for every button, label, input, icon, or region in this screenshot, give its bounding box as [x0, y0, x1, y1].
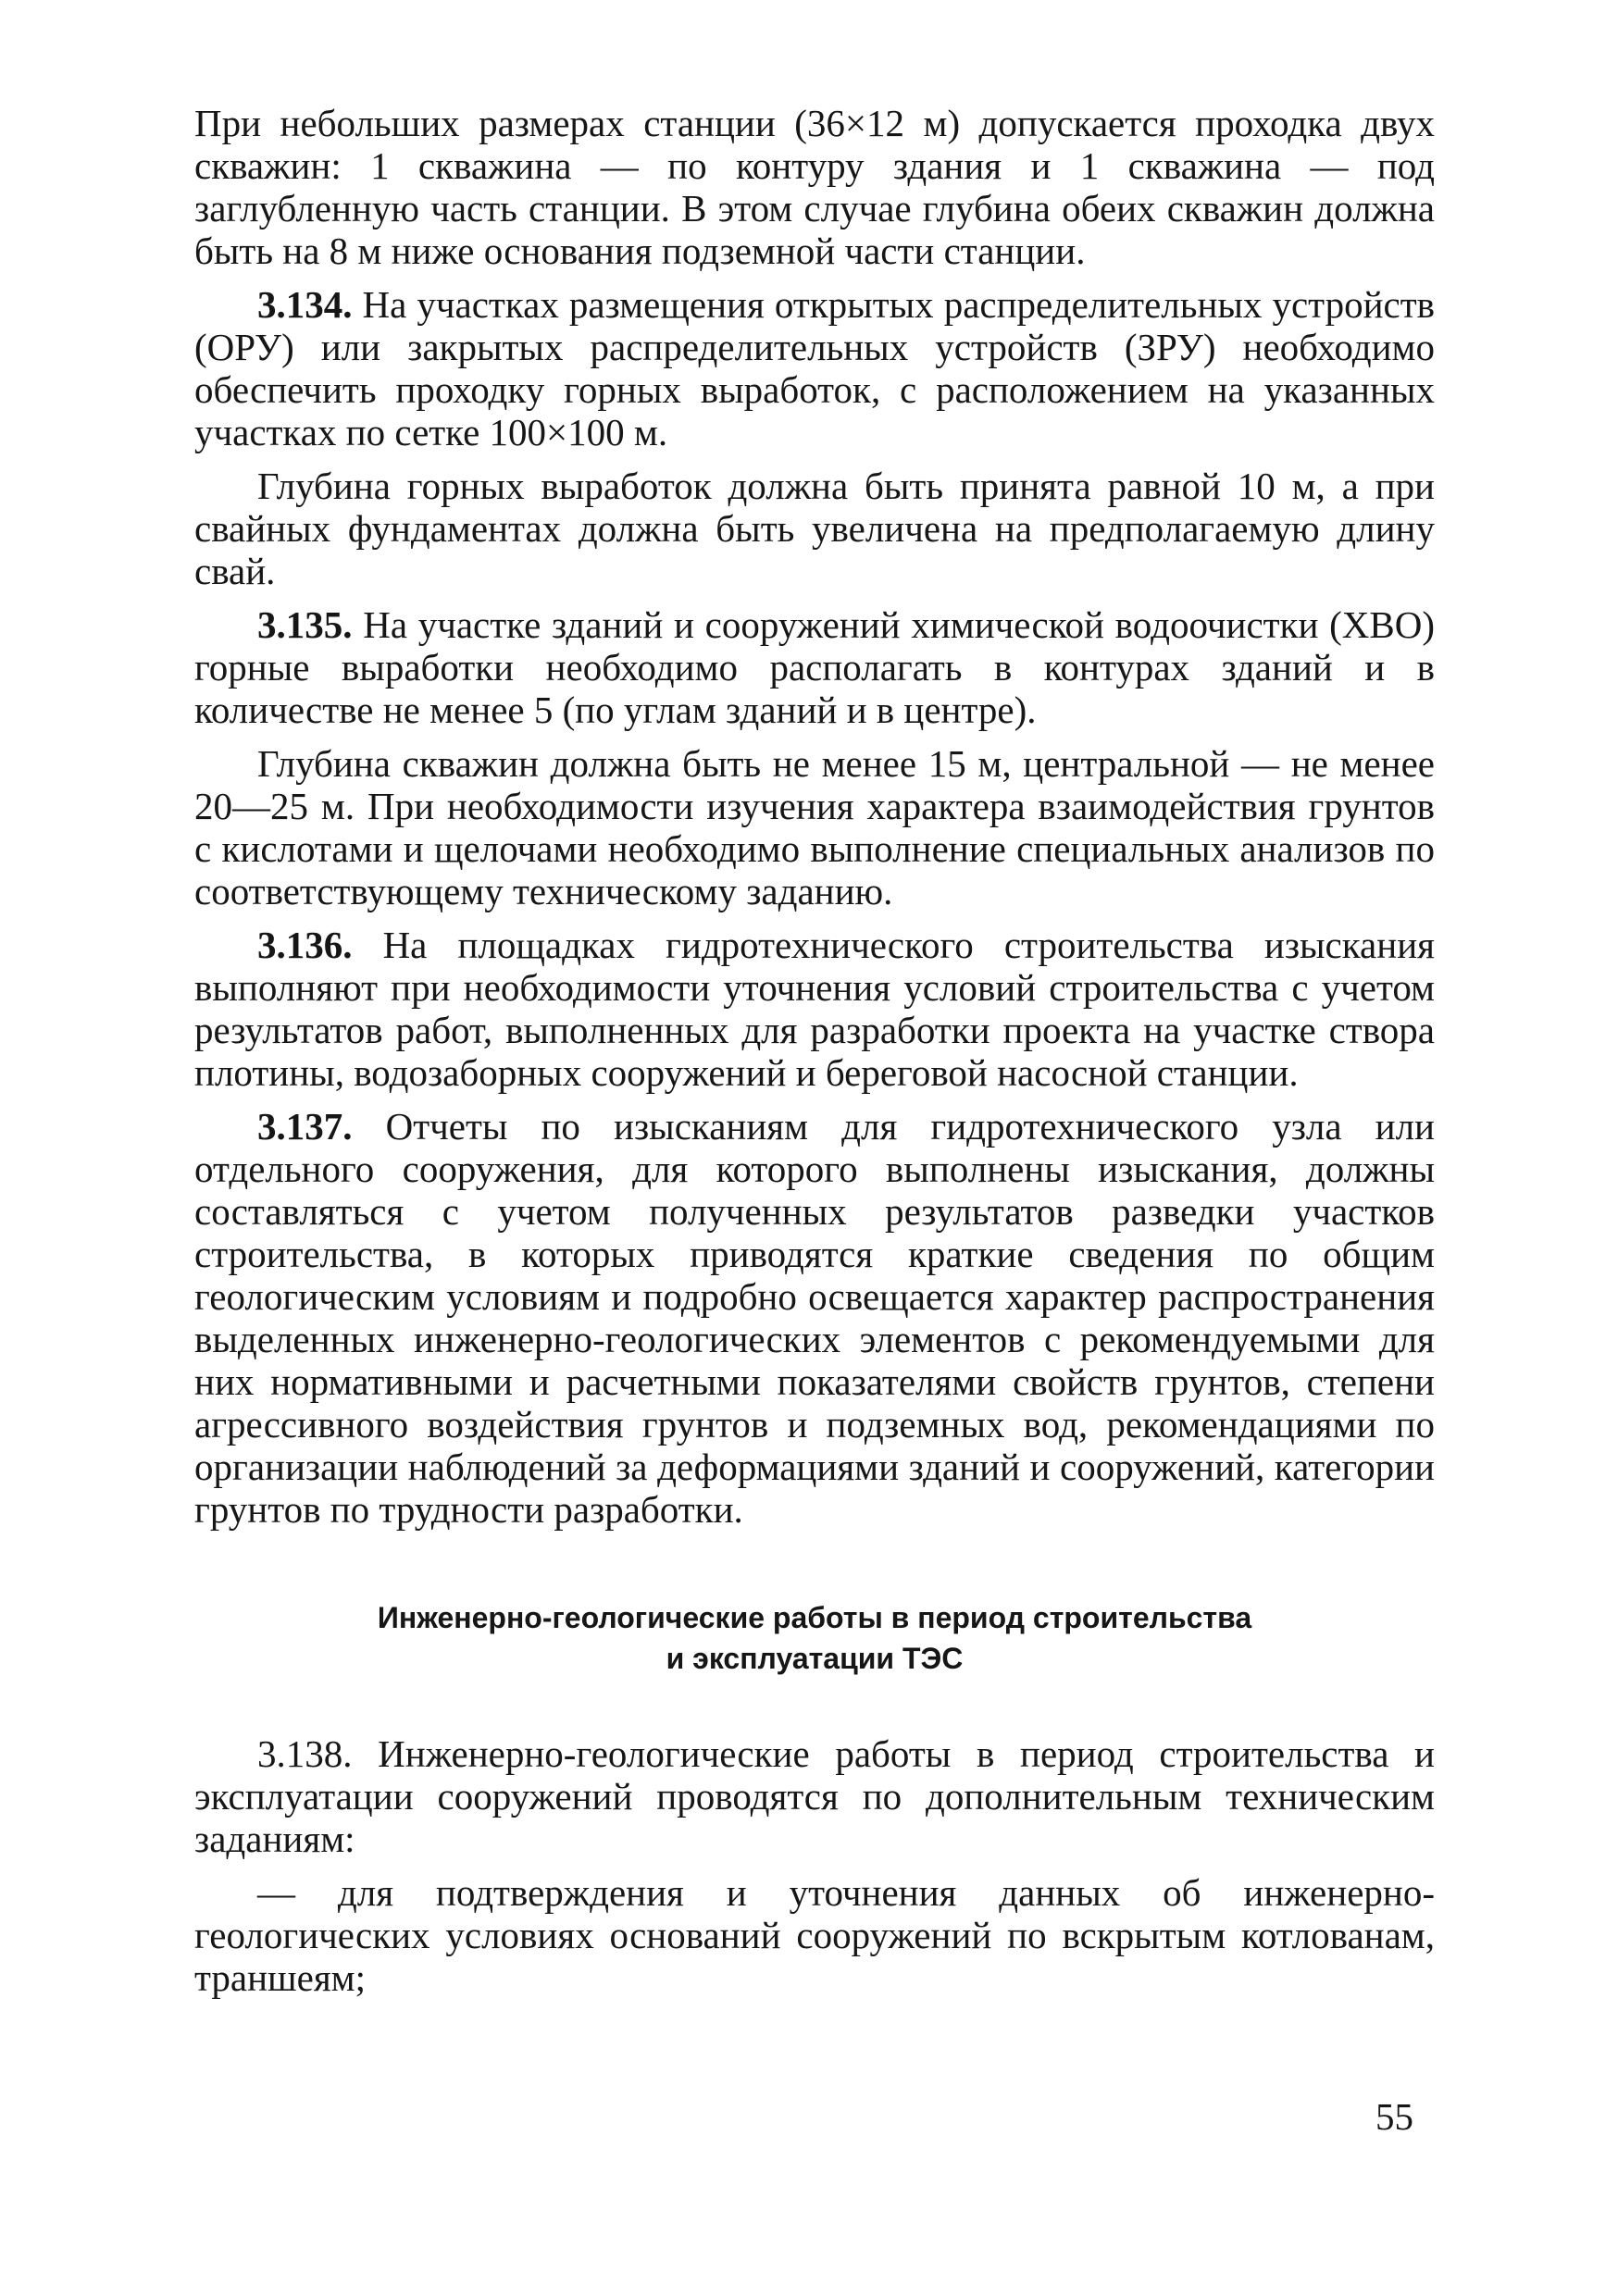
section-number: 3.138.	[257, 1732, 353, 1775]
section-heading-line-2: и эксплуатации ТЭС	[666, 1642, 964, 1675]
section-heading	[194, 1597, 1435, 1679]
section-text: Инженерно-геологические работы в период строительства и эксплуатации сооружений проводятся по дополнительным техническим заданиям:	[194, 1732, 1435, 1860]
section-number: 3.135.	[257, 603, 353, 646]
list-item: — для подтверждения и уточнения данных об инженерно-геологических условиях оснований сооружений по вскрытым котлованам, траншеям;	[194, 1871, 1435, 1999]
section-3-135	[194, 603, 1435, 731]
section-3-135-depth: Глубина скважин должна быть не менее 15 м, центральной — не менее 20—25 м. При необходимости изучения характера взаимодействия грунтов с кислотами и щелочами необходимо выполнение специальных анализов по соответствующему техническому заданию.	[194, 742, 1435, 912]
section-heading-line-1: Инженерно-геологические работы в период строительства	[377, 1601, 1252, 1634]
section-3-136	[194, 924, 1435, 1094]
intro-paragraph: При небольших размерах станции (36×12 м) допускается проходка двух скважин: 1 скважина — по контуру здания и 1 скважина — под заглубленную часть станции. В этом случае глубина обеих скважин должна быть на 8 м ниже основания подземной части станции.	[194, 102, 1435, 272]
section-number: 3.136.	[257, 924, 353, 966]
section-text: На участке зданий и сооружений химической водоочистки (ХВО) горные выработки необходимо располагать в контурах зданий и в количестве не менее 5 (по углам зданий и в центре).	[194, 603, 1435, 731]
section-3-134-depth: Глубина горных выработок должна быть принята равной 10 м, а при свайных фундаментах должна быть увеличена на предполагаемую длину свай.	[194, 465, 1435, 592]
section-number: 3.137.	[257, 1105, 353, 1148]
section-3-134	[194, 283, 1435, 453]
document-page	[194, 102, 1435, 1999]
section-number: 3.134.	[257, 283, 353, 326]
page-number: 55	[1375, 2095, 1413, 2138]
section-text: На участках размещения открытых распределительных устройств (ОРУ) или закрытых распределительных устройств (ЗРУ) необходимо обеспечить проходку горных выработок, с расположением на указанных участках по сетке 100×100 м.	[194, 283, 1435, 453]
section-text: Отчеты по изысканиям для гидротехнического узла или отдельного сооружения, для которого выполнены изыскания, должны составляться с учетом полученных результатов разведки участков строительства, в которых приводятся краткие сведения по общим геологическим условиям и подробно освещается характер распространения выделенных инженерно-геологических элементов с рекомендуемыми для них нормативными и расчетными показателями свойств грунтов, степени агрессивного воздействия грунтов и подземных вод, рекомендациями по организации наблюдений за деформациями зданий и сооружений, категории грунтов по трудности разработки.	[194, 1105, 1435, 1531]
section-3-138	[194, 1732, 1435, 1860]
section-text: На площадках гидротехнического строительства изыскания выполняют при необходимости уточнения условий строительства с учетом результатов работ, выполненных для разработки проекта на участке створа плотины, водозаборных сооружений и береговой насосной станции.	[194, 924, 1435, 1094]
section-3-137	[194, 1105, 1435, 1531]
